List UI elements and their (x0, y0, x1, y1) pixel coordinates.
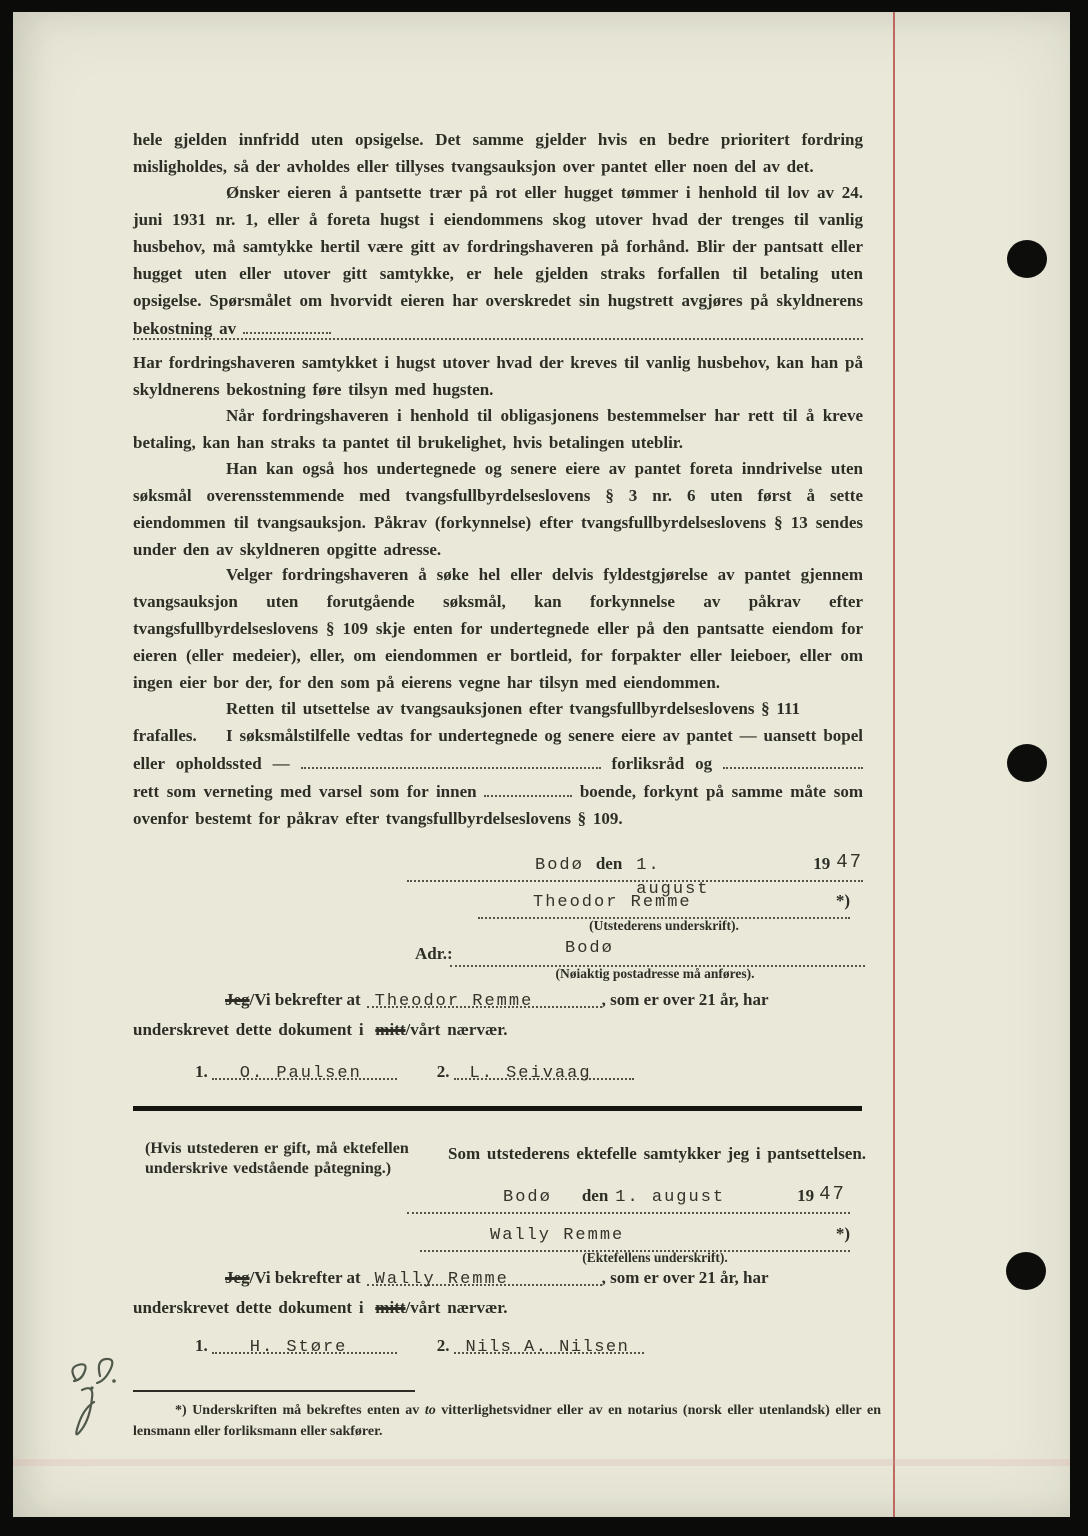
paragraph-7: Retten til utsettelse av tvangsauksjonen efter tvangsfullbyrdelseslovens § 111 frafalles. (133, 699, 801, 745)
witness3-number: 1. (195, 1336, 208, 1355)
confirm1-line2-post: /vårt nærvær. (405, 1020, 508, 1039)
paragraph-8-text-2: forliksråd og (611, 753, 713, 773)
paragraph-8 (133, 722, 863, 832)
issuer-place-typed: Bodø (535, 856, 584, 875)
witness-row-1 (195, 1060, 845, 1088)
footnote-ref-2: *) (835, 1224, 850, 1243)
issuer-date-typed: 1. august (636, 856, 710, 899)
issuer-signature-caption: (Utstederens underskrift). (589, 918, 739, 933)
witness2-blank (454, 1060, 634, 1083)
fill-in-line-full (133, 322, 863, 340)
spouse-place-typed: Bodø (503, 1188, 552, 1207)
confirm2-name-typed: Wally Remme (374, 1270, 509, 1289)
adr-line (450, 937, 865, 967)
witness2-name-typed: L. Seivaag (469, 1064, 592, 1083)
issuer-signature-typed: Theodor Remme (533, 893, 692, 912)
confirm1-tail: , som er over 21 år, har (601, 990, 769, 1009)
confirm1-name-typed: Theodor Remme (374, 992, 534, 1011)
spouse-year-typed: 47 (819, 1183, 846, 1205)
footnote-emph-to: to (424, 1403, 436, 1418)
spouse-den-label: den (581, 1186, 609, 1205)
paragraph-8-text-3: rett (133, 781, 160, 801)
paragraph-3: Har fordringshaveren samtykket i hugst utover hvad der kreves til vanlig husbehov, kan han på skyldnerens bekostning føre tilsyn med hugsten. (133, 353, 863, 399)
witness3-blank (212, 1334, 397, 1357)
spouse-statement: Som utstederens ektefelle samtykker jeg i pantsettelsen. (448, 1144, 867, 1163)
venue-blank-1 (301, 749, 601, 769)
adr-label: Adr.: (415, 944, 453, 963)
confirm2-line2-post: /vårt nærvær. (405, 1298, 508, 1317)
witness1-blank (212, 1060, 397, 1083)
witness3-name-typed: H. Støre (249, 1338, 348, 1357)
spouse-signature-line (420, 1222, 850, 1252)
footnote-text-pre: Underskriften må bekreftes enten av (192, 1403, 425, 1418)
confirm1-line2 (133, 1016, 863, 1043)
confirm2-line2 (133, 1294, 863, 1321)
scan-artifact-band (13, 1459, 1070, 1466)
issuer-date-line (407, 851, 863, 899)
confirm2-lead: /Vi bekrefter at (249, 1268, 361, 1287)
paragraph-2-text: Ønsker eieren å pantsette trær på rot eller hugget tømmer i henhold til lov av 24. juni 1931 nr. 1, eller å foreta hugst i eiendommens skog utover hvad der trenges til vanlig husbehov, må samtykke hertil være gitt av fordringshaveren på forhånd. Blir der pantsatt eller hugget uten eller utover gitt samtykke, er hele gjelden straks forfallen til betaling uten opsigelse. Spørsmålet om hvorvidt eieren har overskredet sin hugstrett avgjøres på skyldnerens bekostning av (133, 183, 863, 338)
adr-caption: (Nøiaktig postadresse må anføres). (555, 966, 755, 981)
punch-hole-top (1007, 240, 1047, 278)
paragraph-8-text-5: boende, forkynt på samme måte som ovenfor bestemt for påkrav efter tvangsfullbyrdelseslovens § 109. (133, 781, 864, 828)
paragraph-4: Når fordringshaveren i henhold til obligasjonens bestemmelser har rett til å kreve betaling, kan han straks ta pantet til brukelighet, hvis betalingen uteblir. (133, 406, 863, 452)
issuer-year-typed: 47 (836, 851, 863, 873)
red-margin-line (893, 12, 895, 1517)
year-prefix: 19 (813, 854, 831, 873)
witness-row-2 (195, 1334, 845, 1362)
footnote (133, 1400, 881, 1442)
spouse-year-prefix: 19 (797, 1186, 815, 1205)
witness1-number: 1. (195, 1062, 208, 1081)
spouse-date-line (407, 1184, 850, 1214)
venue-blank-2 (723, 749, 863, 769)
paragraph-2 (133, 179, 863, 342)
confirm2-struck-mitt: mitt (375, 1298, 406, 1317)
confirm1-line2-pre: underskrevet dette dokument i (133, 1020, 364, 1039)
witness2-number: 2. (436, 1062, 450, 1081)
confirm2-name-blank (367, 1266, 602, 1289)
footnote-marker: *) (175, 1403, 187, 1418)
confirm1-name-blank (367, 988, 602, 1011)
confirm1-lead: /Vi bekrefter at (249, 990, 361, 1009)
confirm2-struck-jeg: Jeg (225, 1268, 250, 1287)
den-label: den (595, 854, 623, 873)
section-divider-rule (133, 1106, 862, 1111)
paragraph-6: Velger fordringshaveren å søke hel eller delvis fyldestgjørelse av pantet gjennem tvangsauksjon uten forutgående søksmål, kan forkynnelse av påkrav efter tvangsfullbyrdelseslovens § 109 skje enten for undertegnede eller på den pantsatte eiendom for eieren (eller medeier), eller, om eiendommen er bortleid, for forpakter eller leieboer, eller om ingen eier bor der, for den som på eierens vegne har tilsyn med eiendommen. (133, 565, 863, 692)
witness1-name-typed: O. Paulsen (239, 1064, 362, 1083)
confirm1-struck-mitt: mitt (375, 1020, 406, 1039)
spouse-note: (Hvis utstederen er gift, må ektefellen underskrive vedstående påtegning.) (145, 1140, 409, 1177)
punch-hole-middle (1007, 744, 1047, 782)
punch-hole-bottom (1006, 1252, 1046, 1290)
witness4-blank (454, 1334, 644, 1357)
witness4-number: 2. (436, 1336, 450, 1355)
spouse-signature-typed: Wally Remme (490, 1226, 625, 1245)
paragraph-1: hele gjelden innfridd uten opsigelse. Det samme gjelder hvis en bedre prioritert fordring misligholdes, så der avholdes eller tillyses tvangsauksjon over pantet eller noen del av det. (133, 130, 863, 176)
residence-blank (484, 777, 572, 797)
witness4-name-typed: Nils A. Nilsen (465, 1338, 630, 1357)
footnote-text-post: vitterlighetsvidner eller av en notarius (norsk eller utenlandsk) eller en lensmann eller forliksmann eller sakfører. (133, 1403, 882, 1439)
footnote-rule (133, 1390, 415, 1392)
confirm1-struck-jeg: Jeg (225, 990, 250, 1009)
footnote-ref-1: *) (835, 891, 850, 910)
paragraph-8-text-4: som verneting med varsel som for innen (166, 781, 477, 801)
confirm2-line1 (225, 1266, 865, 1294)
confirm2-line2-pre: underskrevet dette dokument i (133, 1298, 364, 1317)
spouse-date-typed: 1. august (615, 1188, 726, 1207)
confirm2-tail: , som er over 21 år, har (601, 1268, 769, 1287)
confirm1-line1 (225, 988, 865, 1016)
handwritten-initials (48, 1348, 148, 1453)
paragraph-5: Han kan også hos undertegnede og senere eiere av pantet foreta inndrivelse uten søksmål overensstemmende med tvangsfullbyrdelseslovens § 3 nr. 6 uten først å sette eiendommen til tvangsauksjon. Påkrav (forkynnelse) efter tvangsfullbyrdelseslovens § 13 sendes under den av skyldneren opgitte adresse. (133, 459, 863, 559)
issuer-signature-line (478, 889, 850, 919)
adr-value-typed: Bodø (565, 939, 614, 958)
spouse-signature-caption: (Ektefellens underskrift). (582, 1250, 728, 1265)
paragraph-8-text-1: I søksmålstilfelle vedtas for undertegnede og senere eiere av pantet — uansett bopel eller opholdssted — (133, 726, 863, 773)
